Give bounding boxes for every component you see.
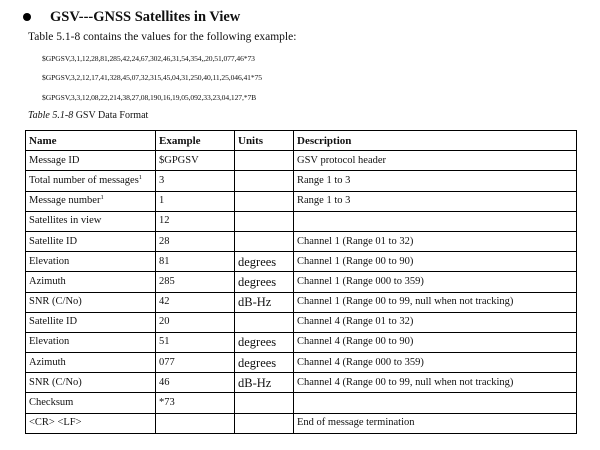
example-sentence-1: $GPGSV,3,1,12,28,81,285,42,24,67,302,46,31,54,354,,20,51,077,46*73 — [42, 54, 255, 63]
field-name: Message number — [29, 195, 101, 207]
cell-units: dB-Hz — [235, 292, 294, 312]
cell-example: 42 — [156, 292, 235, 312]
cell-example: 51 — [156, 332, 235, 352]
cell-example: 077 — [156, 353, 235, 373]
cell-description: Range 1 to 3 — [294, 171, 577, 191]
cell-name — [26, 151, 156, 171]
header-units: Units — [235, 131, 294, 151]
cell-example: 81 — [156, 252, 235, 272]
cell-name — [26, 332, 156, 352]
field-name: Azimuth — [29, 356, 66, 368]
cell-example: 1 — [156, 191, 235, 211]
example-sentence-3: $GPGSV,3,3,12,08,22,214,38,27,08,190,16,19,05,092,33,23,04,127,*7B — [42, 93, 257, 102]
cell-description — [294, 393, 577, 413]
footnote-marker: 1 — [100, 194, 104, 202]
example-sentence-2: $GPGSV,3,2,12,17,41,328,45,07,32,315,45,04,31,250,40,11,25,046,41*75 — [42, 73, 262, 82]
cell-name — [26, 211, 156, 231]
cell-description: End of message termination — [294, 413, 577, 433]
field-name: Satellites in view — [29, 215, 102, 227]
cell-example: *73 — [156, 393, 235, 413]
cell-units: degrees — [235, 272, 294, 292]
table-row — [26, 231, 577, 251]
cell-example: $GPGSV — [156, 151, 235, 171]
header-description: Description — [294, 131, 577, 151]
cell-name — [26, 292, 156, 312]
field-name: SNR (C/No) — [29, 376, 82, 388]
bullet-icon — [23, 13, 31, 21]
cell-name — [26, 312, 156, 332]
field-name: Satellite ID — [29, 235, 78, 247]
cell-description: Channel 4 (Range 000 to 359) — [294, 353, 577, 373]
cell-example: 20 — [156, 312, 235, 332]
field-name: Azimuth — [29, 275, 66, 287]
table-row — [26, 211, 577, 231]
table-row — [26, 393, 577, 413]
table-row — [26, 171, 577, 191]
table-row — [26, 312, 577, 332]
gsv-data-format-table — [25, 130, 577, 434]
table-row — [26, 272, 577, 292]
cell-description: Channel 4 (Range 00 to 99, null when not tracking) — [294, 373, 577, 393]
cell-example: 46 — [156, 373, 235, 393]
cell-description: Channel 1 (Range 01 to 32) — [294, 231, 577, 251]
cell-name — [26, 393, 156, 413]
cell-units: degrees — [235, 353, 294, 373]
footnote-marker: 1 — [138, 173, 143, 181]
table-row — [26, 373, 577, 393]
cell-units — [235, 211, 294, 231]
cell-description — [294, 211, 577, 231]
cell-description: Channel 1 (Range 00 to 99, null when not tracking) — [294, 292, 577, 312]
table-caption-label: Table 5.1-8 — [28, 110, 74, 121]
cell-name — [26, 171, 156, 191]
field-name: Message ID — [29, 154, 80, 166]
cell-description: Channel 4 (Range 00 to 90) — [294, 332, 577, 352]
field-name: SNR (C/No) — [29, 296, 82, 308]
cell-units: dB-Hz — [235, 373, 294, 393]
cell-example — [156, 413, 235, 433]
cell-units — [235, 413, 294, 433]
field-name: Elevation — [29, 336, 70, 348]
field-name: <CR> <LF> — [29, 417, 82, 429]
cell-example: 28 — [156, 231, 235, 251]
table-caption-text: GSV Data Format — [73, 110, 149, 121]
cell-units — [235, 231, 294, 251]
cell-units — [235, 393, 294, 413]
intro-text: Table 5.1-8 contains the values for the following example: — [28, 31, 297, 43]
table-row — [26, 413, 577, 433]
table-header-row — [26, 131, 577, 151]
table-row — [26, 292, 577, 312]
cell-description: Channel 1 (Range 000 to 359) — [294, 272, 577, 292]
cell-description: Channel 4 (Range 01 to 32) — [294, 312, 577, 332]
cell-description: GSV protocol header — [294, 151, 577, 171]
table-row — [26, 332, 577, 352]
cell-units — [235, 312, 294, 332]
cell-description: Range 1 to 3 — [294, 191, 577, 211]
table-row — [26, 353, 577, 373]
cell-example: 3 — [156, 171, 235, 191]
cell-name — [26, 191, 156, 211]
field-name: Satellite ID — [29, 316, 78, 328]
header-name: Name — [26, 131, 156, 151]
table-row — [26, 151, 577, 171]
field-name: Checksum — [29, 397, 74, 409]
header-example: Example — [156, 131, 235, 151]
cell-units: degrees — [235, 252, 294, 272]
cell-example: 12 — [156, 211, 235, 231]
cell-name — [26, 413, 156, 433]
cell-name — [26, 252, 156, 272]
cell-name — [26, 231, 156, 251]
cell-description: Channel 1 (Range 00 to 90) — [294, 252, 577, 272]
section-title: GSV---GNSS Satellites in View — [50, 8, 241, 25]
table-row — [26, 191, 577, 211]
section-heading — [23, 6, 240, 28]
table-body — [26, 151, 577, 434]
field-name: Elevation — [29, 255, 70, 267]
cell-units: degrees — [235, 332, 294, 352]
table-row — [26, 252, 577, 272]
field-name: Total number of messages — [29, 174, 139, 186]
cell-example: 285 — [156, 272, 235, 292]
cell-name — [26, 373, 156, 393]
cell-units — [235, 171, 294, 191]
table-caption — [28, 110, 148, 121]
cell-name — [26, 353, 156, 373]
cell-units — [235, 151, 294, 171]
cell-units — [235, 191, 294, 211]
cell-name — [26, 272, 156, 292]
